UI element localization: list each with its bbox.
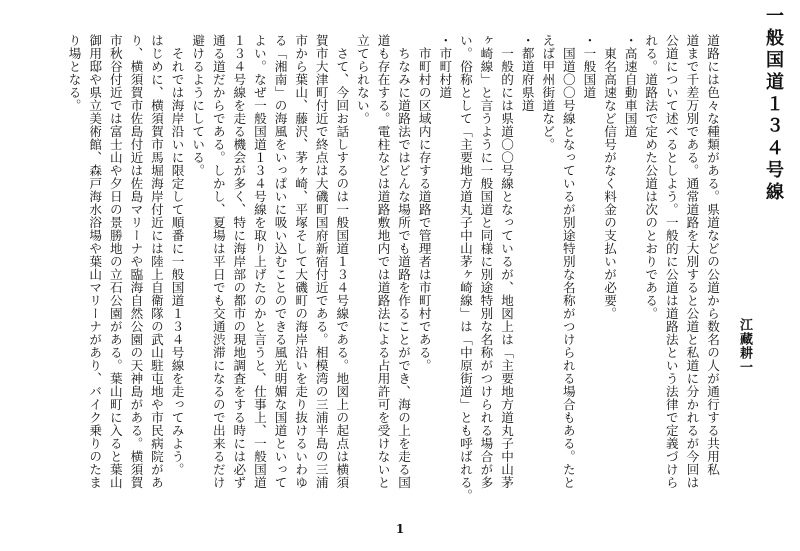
text-line: ヶ崎線」と言うように一般国道と同様に別途特別な名称がつけられる場合が多: [478, 34, 494, 489]
body-text: [12, 34, 722, 524]
text-line: 国道〇〇号線となっているが別途特別な名称がつけられる場合もある。たと: [560, 34, 576, 489]
text-line: り場となる。: [66, 34, 82, 112]
text-line: 道まで千差万別である。通常道路を大別すると公道と私道に分かれるが今回は: [684, 34, 700, 489]
text-line: 一般的には県道〇〇号線となっているが、地図上は「主要地方道丸子中山茅: [499, 34, 515, 489]
text-line: 市から葉山、藤沢、茅ヶ崎、平塚そして大磯町の海岸沿いを走り抜けるいわゆ: [293, 34, 309, 489]
text-line: い。俗称として「主要地方道丸子中山茅ヶ崎線」は「中原街道」とも呼ばれる。: [457, 34, 473, 502]
text-line: 道路には色々な種類がある。県道などの公道から数名の人が通行する共用私: [705, 34, 720, 476]
text-line: よい。なぜ一般国道１３４号線を取り上げたのかと言うと、仕事上、一般国道: [251, 34, 267, 489]
text-line: 通る道だからである。しかし、夏場は平日でも交通渋滞になるので出来るだけ: [210, 34, 226, 489]
text-line: り、横須賀市佐島付近は佐島マリーナや臨海自然公園の天神島がある。横須賀: [128, 34, 144, 489]
text-line: ・都道府県道: [519, 34, 535, 112]
text-line: 道も存在する。電柱などは道路敷地内では道路法による占用許可を受けないと: [375, 34, 391, 489]
text-line: さて、今回お話しするのは一般国道１３４号線である。地図上の起点は横須: [334, 34, 350, 489]
text-line: えば甲州街道など。: [540, 34, 556, 151]
text-line: 立てられない。: [354, 34, 370, 125]
text-line: ちなみに道路法ではどんな場所でも道路を作ることができ、海の上を走る国: [396, 34, 412, 489]
text-line: 避けるようにしている。: [190, 34, 206, 177]
text-line: 市町村の区域内に存する道路で管理者は市町村である。: [416, 34, 432, 372]
page-number: 1: [395, 522, 405, 536]
text-line: はじめに、横須賀市馬堀海岸付近には陸上自衛隊の武山駐屯地や市民病院があ: [148, 34, 164, 489]
text-line: 東名高速など信号がなく料金の支払いが必要。: [602, 34, 618, 320]
author-name: 江藏耕一: [737, 318, 752, 374]
text-line: ・高速自動車国道: [622, 34, 638, 138]
text-line: れる。道路法で定めた公道は次のとおりである。: [643, 34, 659, 320]
page-title: 一般国道１３４号線: [763, 6, 784, 204]
text-line: 市秋谷付近では富士山や夕日の景勝地の立石公園がある。葉山町に入ると葉山: [107, 34, 123, 489]
text-line: １３４号線を走る機会が多く、特に海岸部の都市の現地調査をする時には必ず: [231, 34, 247, 489]
text-line: 公道について述べるとしよう。一般的に公道は道路法という法律で定義づけら: [663, 34, 679, 489]
text-line: ・市町村道: [437, 34, 453, 99]
text-line: 賀市大津町付近で終点は大磯町国府新宿付近である。相模湾の三浦半島の三浦: [313, 34, 329, 489]
text-line: それでは海岸沿いに限定して順番に一般国道１３４号線を走ってみよう。: [169, 34, 185, 476]
text-line: る「湘南」の海風をいっぱいに吸い込むことのできる風光明媚な国道といって: [272, 34, 288, 489]
text-line: 御用邸や県立美術館、森戸海水浴場や葉山マリーナがあり、バイク乗りのたま: [87, 34, 103, 489]
text-line: ・一般国道: [581, 34, 597, 99]
